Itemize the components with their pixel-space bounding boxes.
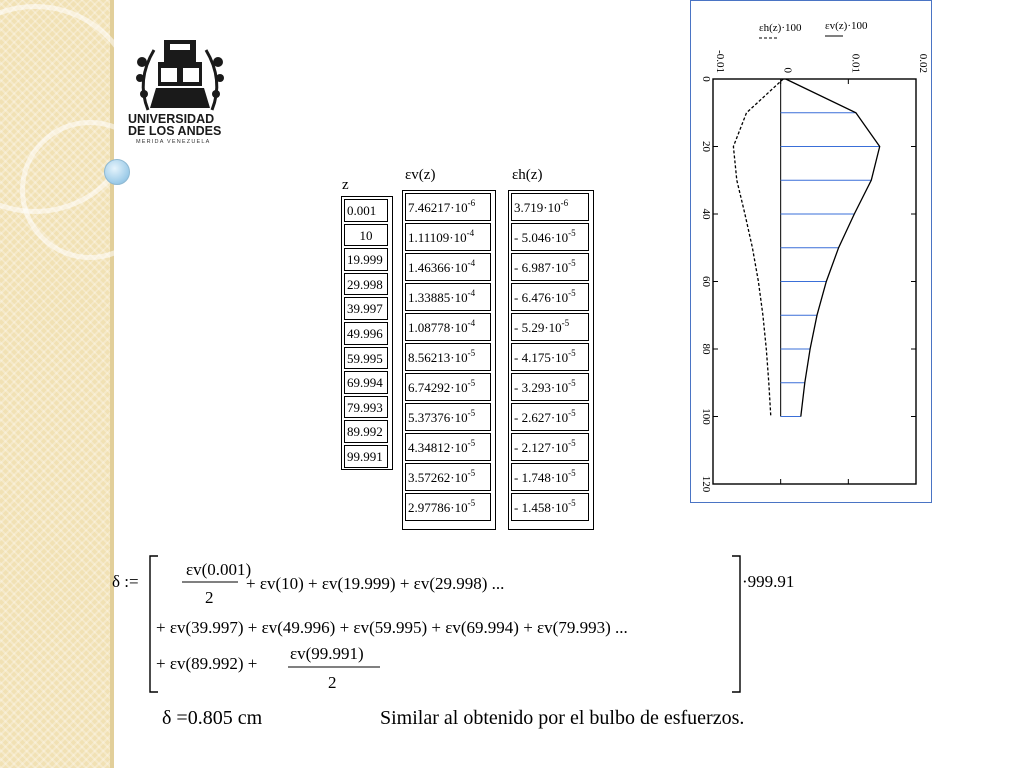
formula-term3-numerator: εv(99.991) xyxy=(290,644,364,663)
ev-exponent: -6 xyxy=(467,198,476,208)
ev-exponent: -4 xyxy=(467,258,476,268)
settlement-result: δ =0.805 cm xyxy=(162,707,263,729)
eh-exponent: -5 xyxy=(568,228,576,238)
ev-table-cell xyxy=(405,493,491,521)
institution-name xyxy=(128,113,232,137)
ev-mantissa: 3.57262·10 xyxy=(408,470,468,485)
eh-table-cell xyxy=(511,193,589,221)
eh-exponent: -5 xyxy=(568,288,576,298)
eh-table-cell xyxy=(511,493,589,521)
z-table-cell: 10 xyxy=(344,224,388,247)
ev-mantissa: 6.74292·10 xyxy=(408,380,468,395)
z-table-cell: 59.995 xyxy=(344,347,388,370)
eh-values-table xyxy=(508,190,594,530)
y-tick-label: 40 xyxy=(700,208,712,220)
eh-exponent: -5 xyxy=(561,318,570,328)
formula-line2: + εv(39.997) + εv(49.996) + εv(59.995) + εv(69.994) + εv(79.993) ... xyxy=(156,618,628,637)
ev-mantissa: 1.08778·10 xyxy=(408,320,468,335)
eh-mantissa: - 2.127·10 xyxy=(514,440,569,455)
legend-label: εh(z)·100 xyxy=(759,22,802,34)
formula-line1: + εv(10) + εv(19.999) + εv(29.998) ... xyxy=(246,574,505,593)
y-tick-label: 20 xyxy=(700,141,712,152)
legend-label: εv(z)·100 xyxy=(825,20,868,32)
formula-term1-denominator: 2 xyxy=(205,588,214,607)
ev-exponent: -4 xyxy=(467,318,476,328)
eh-table-cell xyxy=(511,463,589,491)
eh-mantissa: - 3.293·10 xyxy=(514,380,569,395)
eh-mantissa: - 6.987·10 xyxy=(514,260,569,275)
eh-exponent: -5 xyxy=(568,258,576,268)
ev-mantissa: 7.46217·10 xyxy=(408,200,468,215)
z-table-cell: 0.001 xyxy=(344,199,388,222)
eh-exponent: -5 xyxy=(568,438,576,448)
x-tick-label: 0.01 xyxy=(849,53,862,73)
ev-table-cell xyxy=(405,433,491,461)
y-tick-label: 60 xyxy=(700,276,712,287)
strain-profile-chart xyxy=(690,0,932,503)
eh-table-cell xyxy=(511,433,589,461)
ev-mantissa: 1.46366·10 xyxy=(408,260,468,275)
y-tick-label: 100 xyxy=(700,408,712,425)
z-table-cell: 89.992 xyxy=(344,420,388,443)
eh-table-cell xyxy=(511,223,589,251)
ev-table-cell xyxy=(405,463,491,491)
ev-mantissa: 1.33885·10 xyxy=(408,290,468,305)
ev-table-cell xyxy=(405,313,491,341)
ev-table-cell xyxy=(405,403,491,431)
ev-exponent: -4 xyxy=(466,228,475,238)
eh-mantissa: - 5.046·10 xyxy=(514,230,569,245)
ev-mantissa: 8.56213·10 xyxy=(408,350,468,365)
z-table-cell: 49.996 xyxy=(344,322,388,345)
eh-mantissa: 3.719·10 xyxy=(514,200,561,215)
ev-column-header: εv(z) xyxy=(405,167,436,183)
x-tick-label: 0.02 xyxy=(917,53,929,73)
formula-term1-numerator: εv(0.001) xyxy=(186,560,252,579)
eh-mantissa: - 4.175·10 xyxy=(514,350,569,365)
institution-location: MERIDA VENEZUELA xyxy=(136,139,211,145)
ev-table-cell xyxy=(405,223,491,251)
eh-exponent: -5 xyxy=(568,378,576,388)
institution-line-2: DE LOS ANDES xyxy=(128,124,222,138)
ev-exponent: -5 xyxy=(467,498,476,508)
ev-table-cell xyxy=(405,193,491,221)
strain-profile-plot xyxy=(691,1,931,502)
z-table-cell: 99.991 xyxy=(344,445,388,468)
ev-table-cell xyxy=(405,283,491,311)
eh-table-cell xyxy=(511,343,589,371)
ev-exponent: -5 xyxy=(467,348,476,358)
eh-exponent: -6 xyxy=(560,198,569,208)
ev-exponent: -4 xyxy=(467,288,476,298)
eh-exponent: -5 xyxy=(568,408,576,418)
ev-mantissa: 1.11109·10 xyxy=(408,230,467,245)
eh-table-cell xyxy=(511,403,589,431)
formula-term3-denominator: 2 xyxy=(328,673,337,692)
eh-table-cell xyxy=(511,313,589,341)
ev-exponent: -5 xyxy=(467,438,476,448)
eh-exponent: -5 xyxy=(568,348,576,358)
eh-exponent: -5 xyxy=(568,498,576,508)
decorative-dot xyxy=(104,159,130,185)
z-table-cell: 39.997 xyxy=(344,297,388,320)
ev-table-cell xyxy=(405,343,491,371)
settlement-formula xyxy=(110,548,800,696)
ev-values-table xyxy=(402,190,496,530)
z-column-header: z xyxy=(342,177,349,193)
z-table-cell: 69.994 xyxy=(344,371,388,394)
ev-exponent: -5 xyxy=(467,408,476,418)
y-tick-label: 120 xyxy=(700,475,712,493)
eh-mantissa: - 1.748·10 xyxy=(514,470,569,485)
y-tick-label: 0 xyxy=(700,76,712,82)
ev-exponent: -5 xyxy=(467,378,476,388)
x-tick-label: 0 xyxy=(781,67,794,73)
ev-table-cell xyxy=(405,253,491,281)
eh-exponent: -5 xyxy=(568,468,576,478)
formula-line3: + εv(89.992) + xyxy=(156,654,258,673)
eh-mantissa: - 1.458·10 xyxy=(514,500,569,515)
eh-table-cell xyxy=(511,283,589,311)
eh-column-header: εh(z) xyxy=(512,167,543,183)
ev-exponent: -5 xyxy=(467,468,476,478)
ev-mantissa: 4.34812·10 xyxy=(408,440,468,455)
y-tick-label: 80 xyxy=(700,343,712,355)
ev-mantissa: 5.37376·10 xyxy=(408,410,468,425)
z-values-table xyxy=(341,196,393,470)
ev-table-cell xyxy=(405,373,491,401)
result-comment: Similar al obtenido por el bulbo de esfuerzos. xyxy=(380,707,745,729)
z-table-cell: 79.993 xyxy=(344,396,388,419)
eh-table-cell xyxy=(511,373,589,401)
z-table-cell: 29.998 xyxy=(344,273,388,296)
formula-multiplier: ·999.91 xyxy=(742,572,795,591)
institution-line-1: UNIVERSIDAD xyxy=(128,112,215,126)
formula-lhs: δ := xyxy=(112,572,139,591)
eh-table-cell xyxy=(511,253,589,281)
eh-mantissa: - 6.476·10 xyxy=(514,290,569,305)
eh-mantissa: - 5.29·10 xyxy=(514,320,562,335)
eh-mantissa: - 2.627·10 xyxy=(514,410,569,425)
ev-mantissa: 2.97786·10 xyxy=(408,500,468,515)
eh-curve xyxy=(733,79,783,417)
x-tick-label: -0.01 xyxy=(714,50,726,73)
z-table-cell: 19.999 xyxy=(344,248,388,271)
